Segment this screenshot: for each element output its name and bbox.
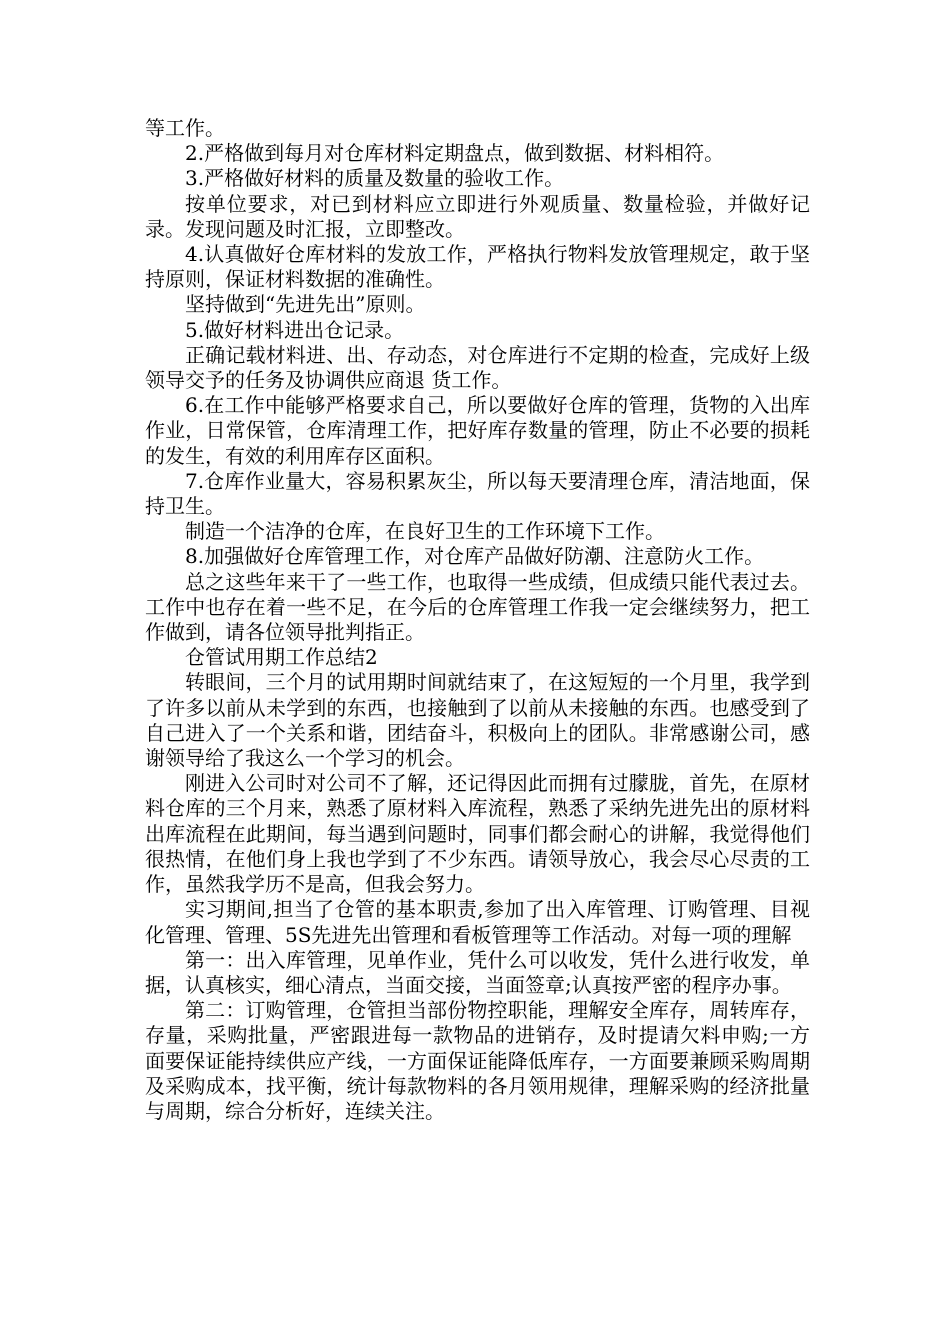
- document-body: [145, 116, 810, 1124]
- paragraph: 6.在工作中能够严格要求自己，所以要做好仓库的管理，货物的入出库作业，日常保管，仓库清理工作，把好库存数量的管理，防止不必要的损耗的发生，有效的利用库存区面积。: [145, 393, 810, 468]
- paragraph: 2.严格做到每月对仓库材料定期盘点，做到数据、材料相符。: [185, 141, 725, 166]
- section-heading: 仓管试用期工作总结2: [185, 645, 378, 670]
- paragraph: 总之这些年来干了一些工作，也取得一些成绩，但成绩只能代表过去。工作中也存在着一些不足，在今后的仓库管理工作我一定会继续努力，把工作做到，请各位领导批判指正。: [145, 569, 810, 645]
- paragraph: 制造一个洁净的仓库，在良好卫生的工作环境下工作。: [185, 519, 665, 544]
- paragraph: 4.认真做好仓库材料的发放工作，严格执行物料发放管理规定，敢于坚持原则，保证材料数据的准确性。: [145, 242, 810, 292]
- paragraph: 5.做好材料进出仓记录。: [185, 317, 405, 342]
- paragraph: 正确记载材料进、出、存动态，对仓库进行不定期的检查，完成好上级领导交予的任务及协调供应商退 货工作。: [145, 342, 810, 393]
- paragraph: 转眼间，三个月的试用期时间就结束了，在这短短的一个月里，我学到了许多以前从未学到的东西，也接触到了以前从未接触的东西。也感受到了自己进入了一个关系和谐，团结奋斗，积极向上的团队。非常感谢公司，感谢领导给了我这么一个学习的机会。: [145, 670, 810, 771]
- paragraph: 坚持做到“先进先出”原则。: [185, 292, 426, 317]
- paragraph: 8.加强做好仓库管理工作，对仓库产品做好防潮、注意防火工作。: [185, 544, 765, 569]
- paragraph: 实习期间,担当了仓管的基本职责,参加了出入库管理、订购管理、目视化管理、管理、5S先进先出管理和看板管理等工作活动。对每一项的理解: [145, 897, 810, 947]
- paragraph: 等工作。: [145, 116, 225, 140]
- paragraph: 刚进入公司时对公司不了解，还记得因此而拥有过朦胧，首先，在原材料仓库的三个月来，熟悉了原材料入库流程，熟悉了采纳先进先出的原材料出库流程在此期间，每当遇到问题时，同事们都会耐心的讲解，我觉得他们很热情，在他们身上我也学到了不少东西。请领导放心，我会尽心尽责的工作，虽然我学历不是高，但我会努力。: [145, 771, 810, 897]
- paragraph: 3.严格做好材料的质量及数量的验收工作。: [185, 166, 565, 191]
- paragraph: 7.仓库作业量大，容易积累灰尘，所以每天要清理仓库，清洁地面，保持卫生。: [145, 468, 810, 519]
- paragraph: 按单位要求，对已到材料应立即进行外观质量、数量检验，并做好记录。发现问题及时汇报，立即整改。: [145, 191, 810, 241]
- paragraph: 第二：订购管理，仓管担当部份物控职能，理解安全库存，周转库存，存量，采购批量，严密跟进每一款物品的进销存，及时提请欠料申购;一方面要保证能持续供应产线，一方面保证能降低库存，一方面要兼顾采购周期及采购成本，找平衡，统计每款物料的各月领用规律，理解采购的经济批量与周期，综合分析好，连续关注。: [145, 998, 810, 1123]
- paragraph: 第一：出入库管理，见单作业，凭什么可以收发，凭什么进行收发，单据，认真核实，细心清点，当面交接，当面签章;认真按严密的程序办事。: [145, 947, 810, 997]
